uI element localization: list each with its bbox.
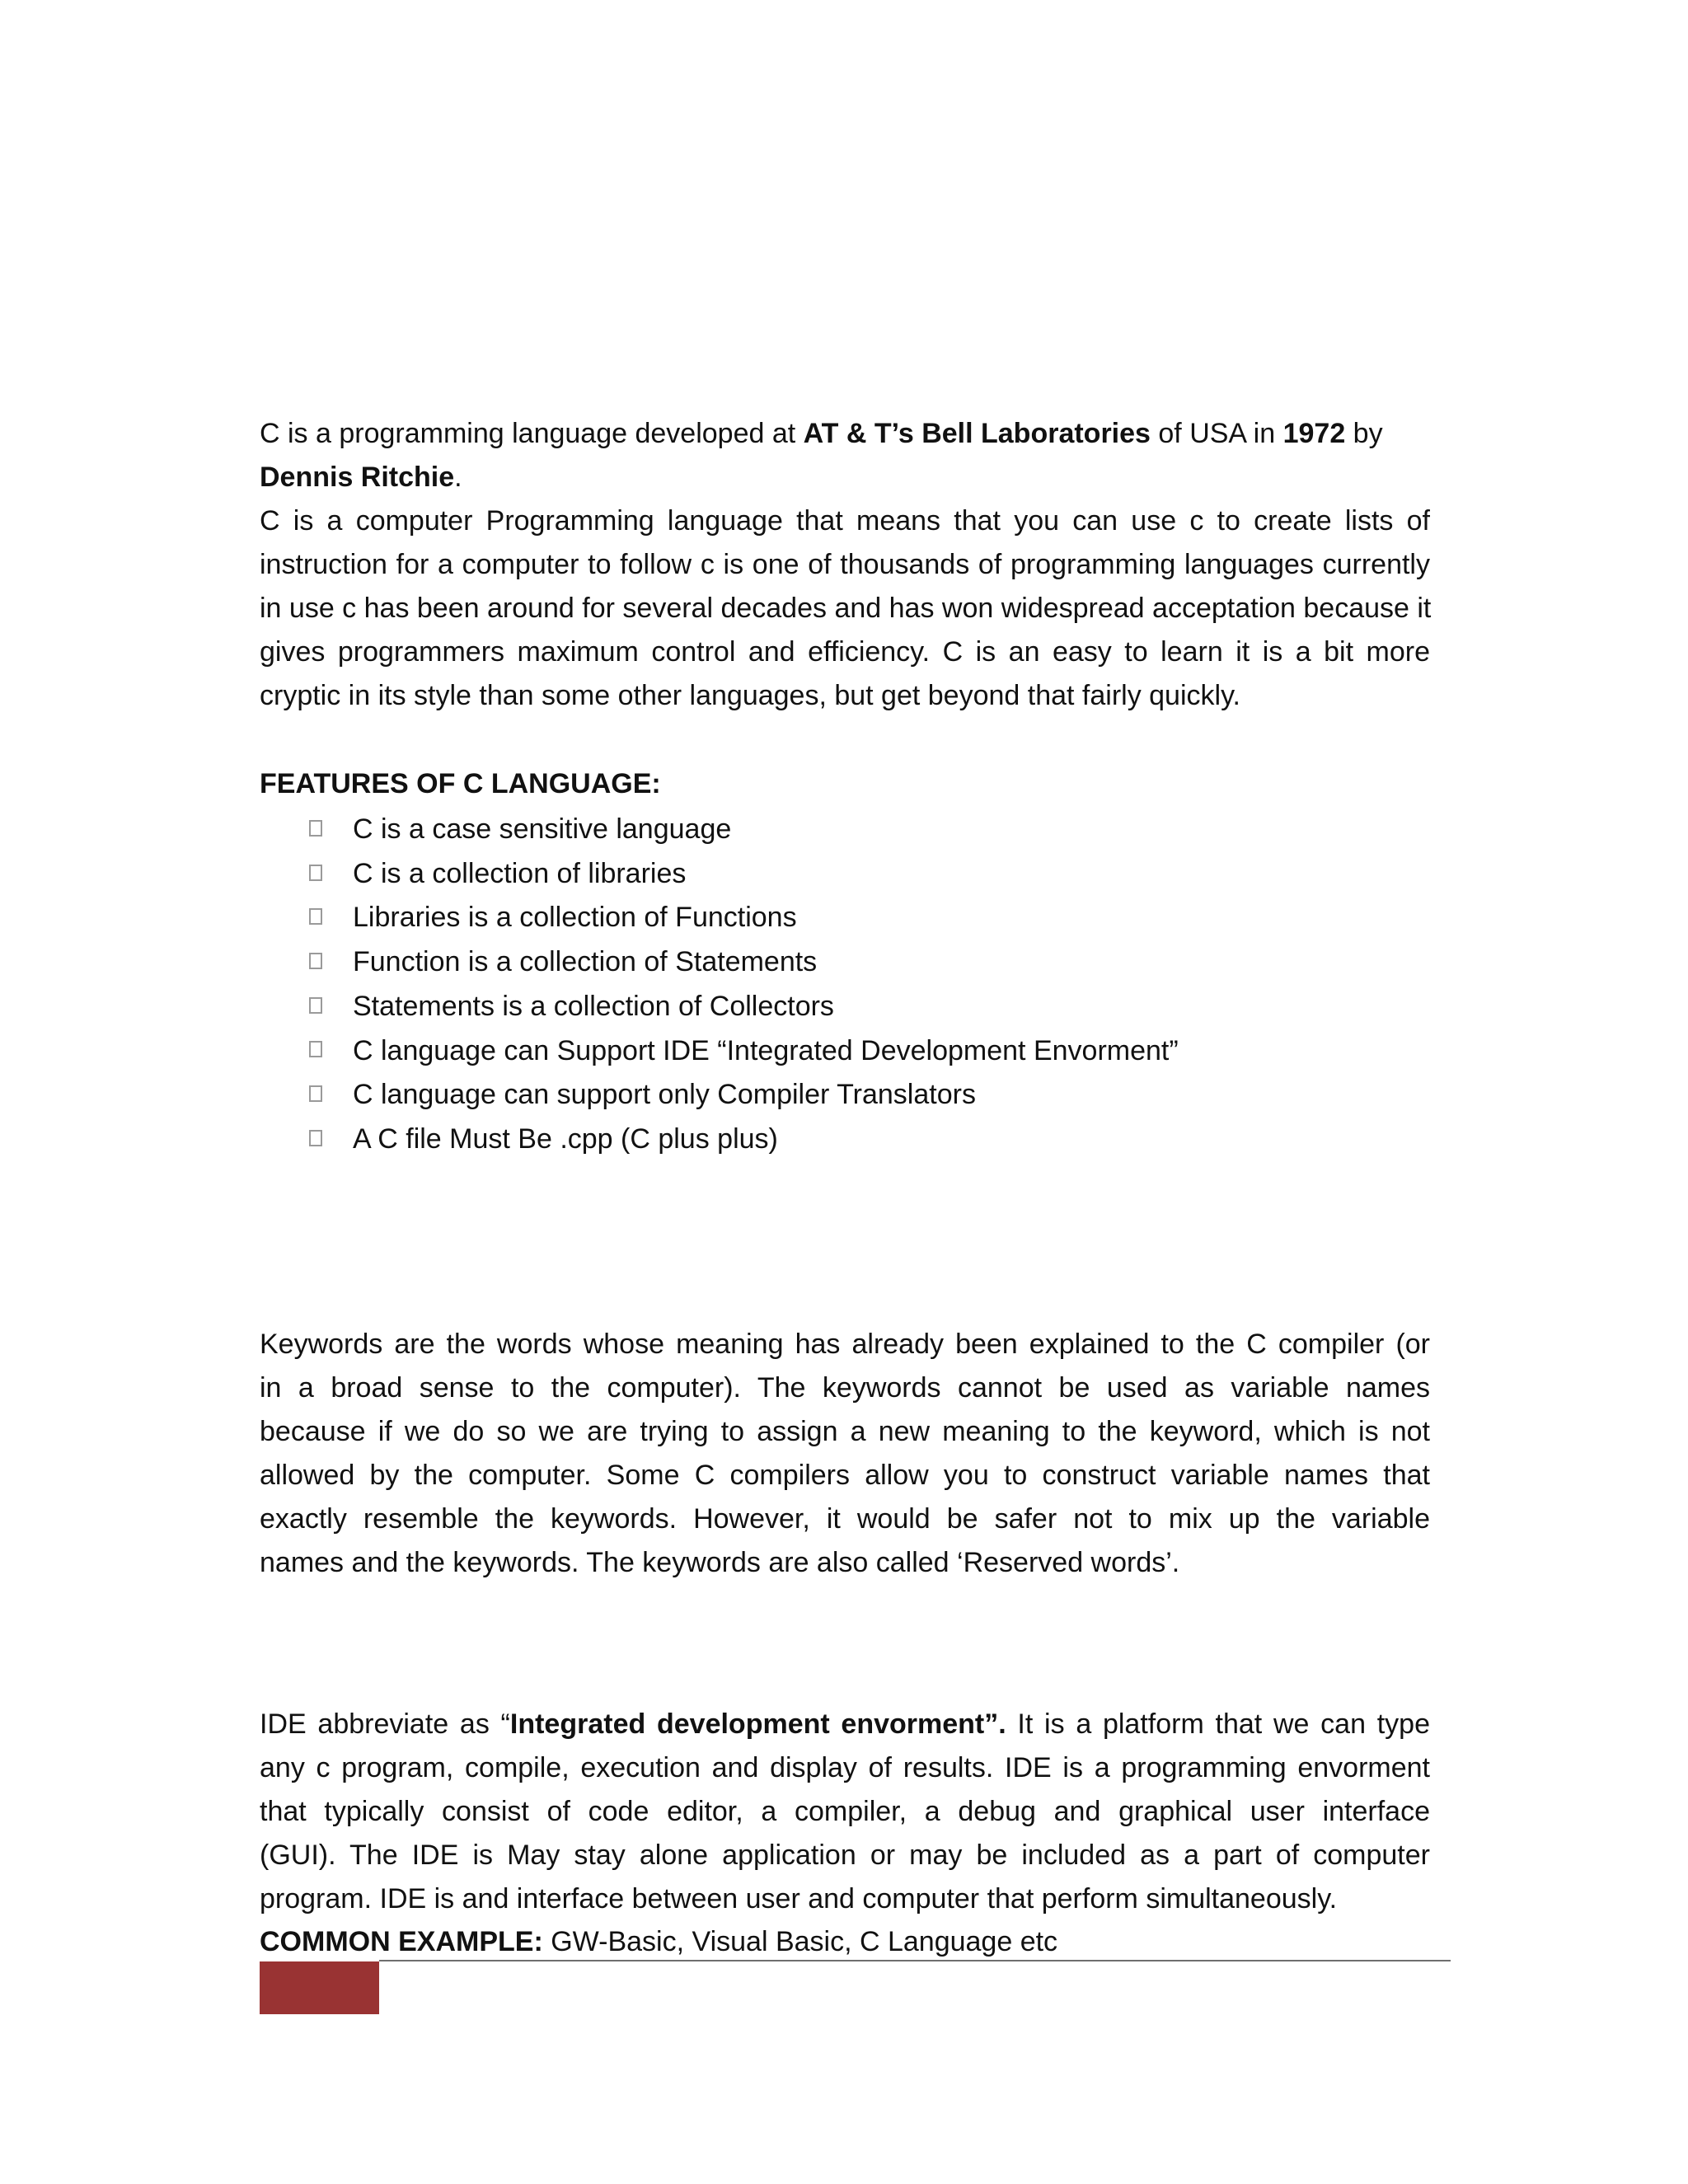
paragraph-line: in use c has been around for several decades and has won widespread acceptation because it	[260, 593, 1432, 624]
paragraph-line: allowed by the computer. Some C compilers allow you to construct variable names that	[260, 1460, 1430, 1491]
paragraph-line: names and the keywords. The keywords are also called ‘Reserved words’.	[260, 1547, 1180, 1578]
intro-text: of USA in	[1150, 418, 1283, 449]
list-item	[309, 1029, 1179, 1074]
intro-text: C is a programming language developed at	[260, 418, 804, 449]
paragraph-line: cryptic in its style than some other languages, but get beyond that fairly quickly.	[260, 680, 1240, 711]
paragraph-line: any c program, compile, execution and display of results. IDE is a programming envorment	[260, 1752, 1430, 1783]
list-item	[309, 1073, 1179, 1118]
features-heading: FEATURES OF C LANGUAGE:	[260, 768, 661, 799]
list-item-text: C is a case sensitive language	[353, 813, 732, 845]
ide-term: Integrated development envorment”.	[509, 1708, 1006, 1740]
intro-text: .	[454, 462, 462, 493]
list-item	[309, 1118, 1179, 1162]
intro-section	[260, 412, 1430, 718]
ide-line-1	[260, 1703, 1430, 1746]
intro-line-1	[260, 412, 1430, 456]
list-item	[309, 896, 1179, 940]
bell-labs-text: AT & T’s Bell Laboratories	[803, 418, 1151, 449]
keywords-section	[260, 1323, 1430, 1585]
list-item	[309, 852, 1179, 897]
year-text: 1972	[1282, 418, 1346, 449]
ide-section	[260, 1703, 1430, 1921]
ide-text: IDE abbreviate as “	[260, 1708, 510, 1740]
list-item-text: Function is a collection of Statements	[353, 946, 818, 978]
list-item-text: C language can Support IDE “Integrated Development Envorment”	[353, 1034, 1179, 1066]
common-example-line	[260, 1920, 1430, 1964]
intro-text: by	[1345, 418, 1383, 449]
features-list	[309, 808, 1179, 1162]
list-item-text: A C file Must Be .cpp (C plus plus)	[353, 1122, 778, 1155]
checkbox-bullet-icon	[309, 1041, 322, 1057]
paragraph-line: Keywords are the words whose meaning has already been explained to the C compiler (or	[260, 1329, 1430, 1360]
footer-rule	[379, 1960, 1451, 1961]
list-item	[309, 808, 1179, 852]
paragraph-line: instruction for a computer to follow c is one of thousands of programming languages currently	[260, 549, 1430, 580]
checkbox-bullet-icon	[309, 865, 322, 881]
footer-color-block	[260, 1961, 379, 2014]
paragraph-line: gives programmers maximum control and efficiency. C is an easy to learn it is a bit more	[260, 636, 1430, 668]
checkbox-bullet-icon	[309, 997, 322, 1014]
common-example-text: GW-Basic, Visual Basic, C Language etc	[542, 1926, 1058, 1957]
list-item-text: C is a collection of libraries	[353, 857, 687, 889]
checkbox-bullet-icon	[309, 1085, 322, 1102]
list-item-text: Statements is a collection of Collectors	[353, 990, 834, 1022]
paragraph-line: (GUI). The IDE is May stay alone application or may be included as a part of computer	[260, 1840, 1430, 1871]
list-item	[309, 940, 1179, 985]
list-item-text: Libraries is a collection of Functions	[353, 902, 797, 934]
checkbox-bullet-icon	[309, 908, 322, 925]
paragraph-line: in a broad sense to the computer). The keywords cannot be used as variable names	[260, 1372, 1430, 1404]
paragraph-line: C is a computer Programming language that means that you can use c to create lists of	[260, 505, 1430, 537]
common-example	[260, 1920, 1430, 1964]
checkbox-bullet-icon	[309, 820, 322, 837]
checkbox-bullet-icon	[309, 1130, 322, 1146]
paragraph-line: exactly resemble the keywords. However, it would be safer not to mix up the variable	[260, 1503, 1430, 1535]
paragraph-line: program. IDE is and interface between user and computer that perform simultaneously.	[260, 1883, 1338, 1915]
author-name: Dennis Ritchie	[260, 462, 455, 493]
list-item-text: C language can support only Compiler Translators	[353, 1079, 976, 1111]
list-item	[309, 985, 1179, 1029]
ide-text: It is a platform that we can type	[1006, 1708, 1430, 1740]
paragraph-line: that typically consist of code editor, a compiler, a debug and graphical user interface	[260, 1796, 1430, 1827]
common-example-label: COMMON EXAMPLE:	[260, 1926, 543, 1957]
paragraph-line: because if we do so we are trying to assign a new meaning to the keyword, which is not	[260, 1416, 1430, 1447]
intro-line-2	[260, 456, 1430, 499]
checkbox-bullet-icon	[309, 953, 322, 969]
